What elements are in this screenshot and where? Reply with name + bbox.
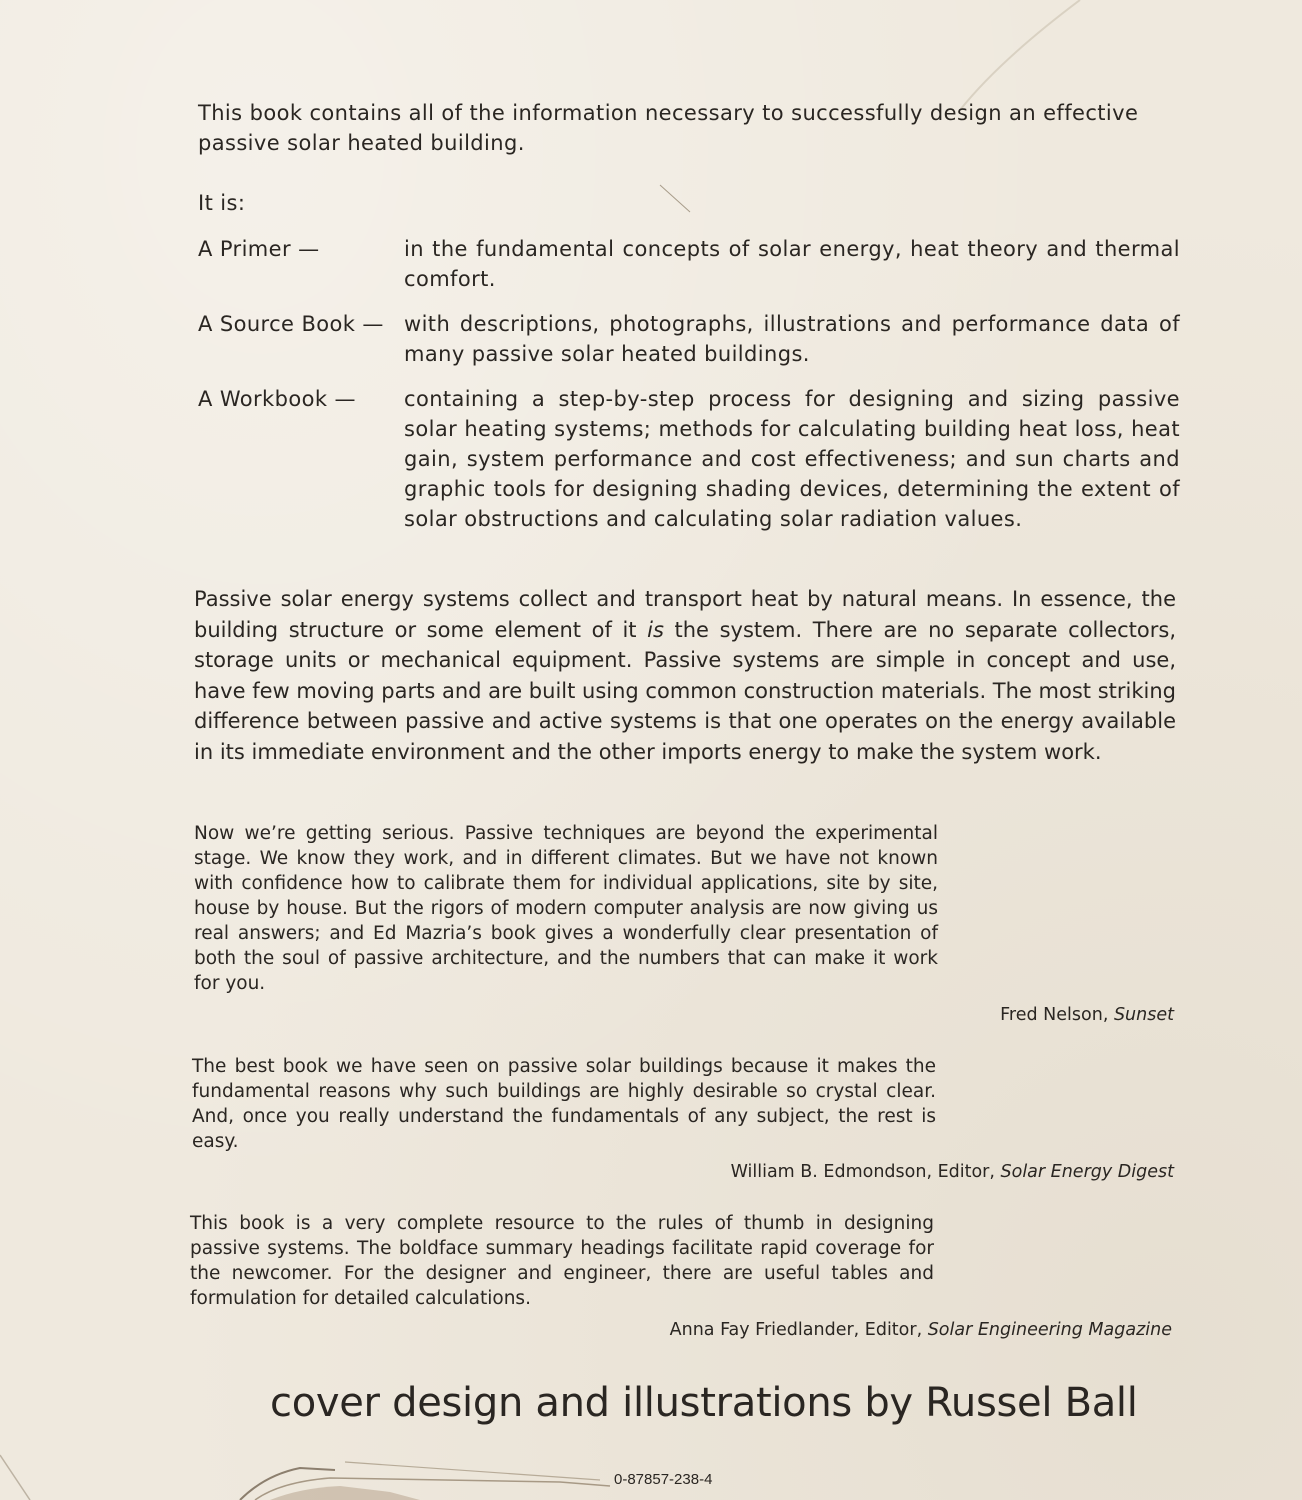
attribution-author: William B. Edmondson, Editor, (730, 1162, 1001, 1182)
attribution-publication: Solar Energy Digest (1000, 1162, 1174, 1182)
attribution-publication: Solar Engineering Magazine (927, 1320, 1172, 1340)
essay-text-before: Passive solar energy systems collect and transport heat by natural means. In essence, the building structure or some element of it (194, 587, 1176, 642)
definition-term: A Primer — (198, 237, 320, 261)
definition-source-book (198, 309, 1180, 369)
essay-emphasis: is (647, 617, 664, 642)
intro-paragraph: This book contains all of the information necessary to successfully design an effective passive solar heated building. (198, 101, 1139, 155)
it-is-label: It is: (198, 191, 246, 215)
definition-term: A Source Book — (198, 312, 384, 336)
definition-primer (198, 234, 1180, 294)
attribution-author: Anna Fay Friedlander, Editor, (669, 1320, 928, 1340)
definition-description: with descriptions, photographs, illustrations and performance data of many passive solar heated buildings. (404, 312, 1180, 366)
definition-workbook (198, 384, 1180, 534)
review-quote-nelson: Now we’re getting serious. Passive techniques are beyond the experimental stage. We know they work, and in different climates. But we have not known with confidence how to calibrate them for individual applications, site by site, house by house. But the rigors of modern computer analysis are now giving us real answers; and Ed Mazria’s book gives a wonderfully clear presentation of both the soul of passive architecture, and the numbers that can make it work for you. (194, 823, 938, 994)
review-quote-edmondson: The best book we have seen on passive solar buildings because it makes the fundamental reasons why such buildings are highly desirable so crystal clear. And, once you really understand the fundamentals of any subject, the rest is easy. (192, 1056, 936, 1152)
attribution-author: Fred Nelson, (1000, 1005, 1114, 1025)
essay-text-after: the system. There are no separate collectors, storage units or mechanical equipment. Passive systems are simple in concept and use, have few moving parts and are built using common construction materials. The most striking difference between passive and active systems is that one operates on the energy available in its immediate environment and the other imports energy to make the system work. (194, 617, 1176, 764)
definition-description: containing a step-by-step process for designing and sizing passive solar heating systems; methods for calculating building heat loss, heat gain, system performance and cost effectiveness; and sun charts and graphic tools for designing shading devices, determining the extent of solar obstructions and calculating solar radiation values. (404, 387, 1180, 531)
definition-term: A Workbook — (198, 387, 356, 411)
review-attribution-nelson (1000, 1003, 1174, 1027)
review-quote-friedlander: This book is a very complete resource to the rules of thumb in designing passive systems. The boldface summary headings facilitate rapid coverage for the newcomer. For the designer and engineer, there are useful tables and formulation for detailed calculations. (190, 1213, 934, 1309)
definition-description: in the fundamental concepts of solar energy, heat theory and thermal comfort. (404, 237, 1180, 291)
isbn-number: 0-87857-238-4 (614, 1471, 713, 1488)
attribution-publication: Sunset (1113, 1005, 1174, 1025)
review-attribution-friedlander (670, 1318, 1172, 1342)
review-attribution-edmondson (731, 1160, 1174, 1184)
passive-systems-paragraph (194, 584, 1176, 767)
cover-design-credit: cover design and illustrations by Russel Ball (270, 1380, 1138, 1426)
